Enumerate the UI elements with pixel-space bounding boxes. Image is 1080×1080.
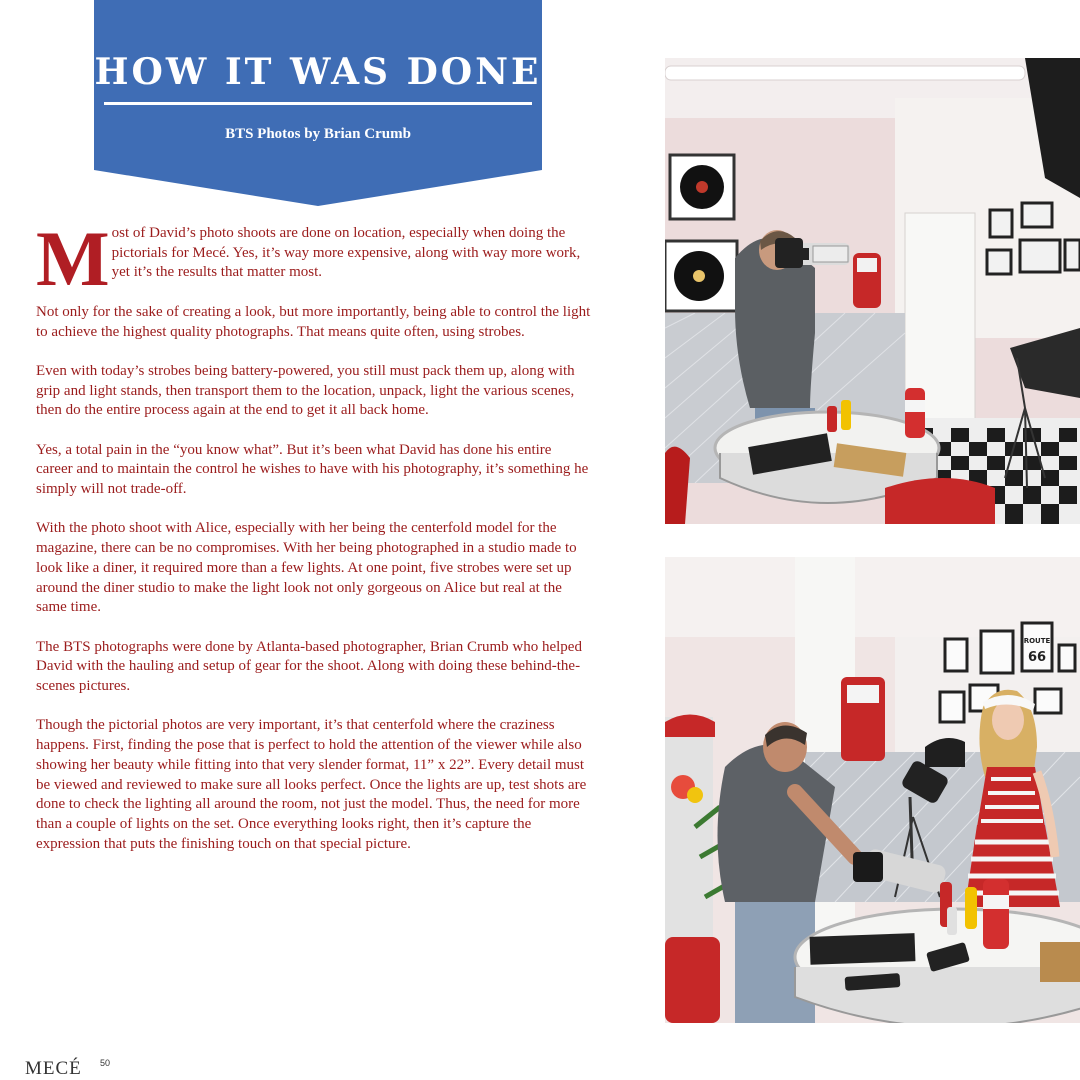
title-banner [94,0,542,206]
title-underline [104,102,532,105]
paragraph-3: Even with today’s strobes being battery-powered, you still must pack them up, along with grip and light stands, then transport them to the location, unpack, light the various scenes, then do the entire process again at the end to get it all back home. [36,362,575,419]
paragraph-6: The BTS photographs were done by Atlanta-based photographer, Brian Crumb who helped David with the hauling and setup of gear for the shoot. Along with doing these behind-the-scenes pictures. [36,638,582,695]
paragraph-5: With the photo shoot with Alice, especially with her being the centerfold model for the magazine, there can be no compromises. With her being photographed in a studio made to look like a diner, it required more than a few lights. At one point, five strobes were set up around the diner studio to make the light look not only gorgeous on Alice but real at the same time. [36,520,577,616]
photo-illustration [665,557,1080,1023]
magazine-logo: MECÉ [25,1058,82,1079]
paragraph-4: Yes, a total pain in the “you know what”. But it’s been what David has done his entire career and to maintain the control he wishes to have with his photography, it’s something he simply will not trade-off. [36,441,589,498]
bts-photo-model [665,557,1080,1023]
route-sign-number: 66 [1027,650,1047,665]
page-number: 50 [100,1058,111,1068]
bts-photo-photographer [665,58,1080,524]
article-body [36,215,591,874]
photo-illustration [665,58,1080,524]
paragraph-1 [36,215,591,302]
paragraph-1-text: ost of David’s photo shoots are done on location, especially when doing the pictorials for Mecé. Yes, it’s way more expensive, along with way more work, yet it’s the results that matter most. [111,225,581,281]
photo-credit: BTS Photos by Brian Crumb [225,126,411,142]
page-title: HOW IT WAS DONE [94,51,542,93]
drop-cap: M [36,215,110,302]
route-sign-label: ROUTE [1023,637,1051,645]
paragraph-2: Not only for the sake of creating a look, but more importantly, being able to control the light to achieve the highest quality photographs. That means quite often, using strobes. [36,303,591,340]
paragraph-7: Though the pictorial photos are very important, it’s that centerfold where the craziness happens. First, finding the pose that is perfect to hold the attention of the viewer while also showing her beauty while fitting into that very slender format, 11” x 22”. Every detail must be viewed and reviewed to make sure all looks perfect. Once the lights are up, test shots are done to check the lighting all around the room, not just the model. Thus, the need for more than a couple of lights on the set. Once everything looks right, then it’s capture the expression that puts the finishing touch on that special picture. [36,717,587,852]
